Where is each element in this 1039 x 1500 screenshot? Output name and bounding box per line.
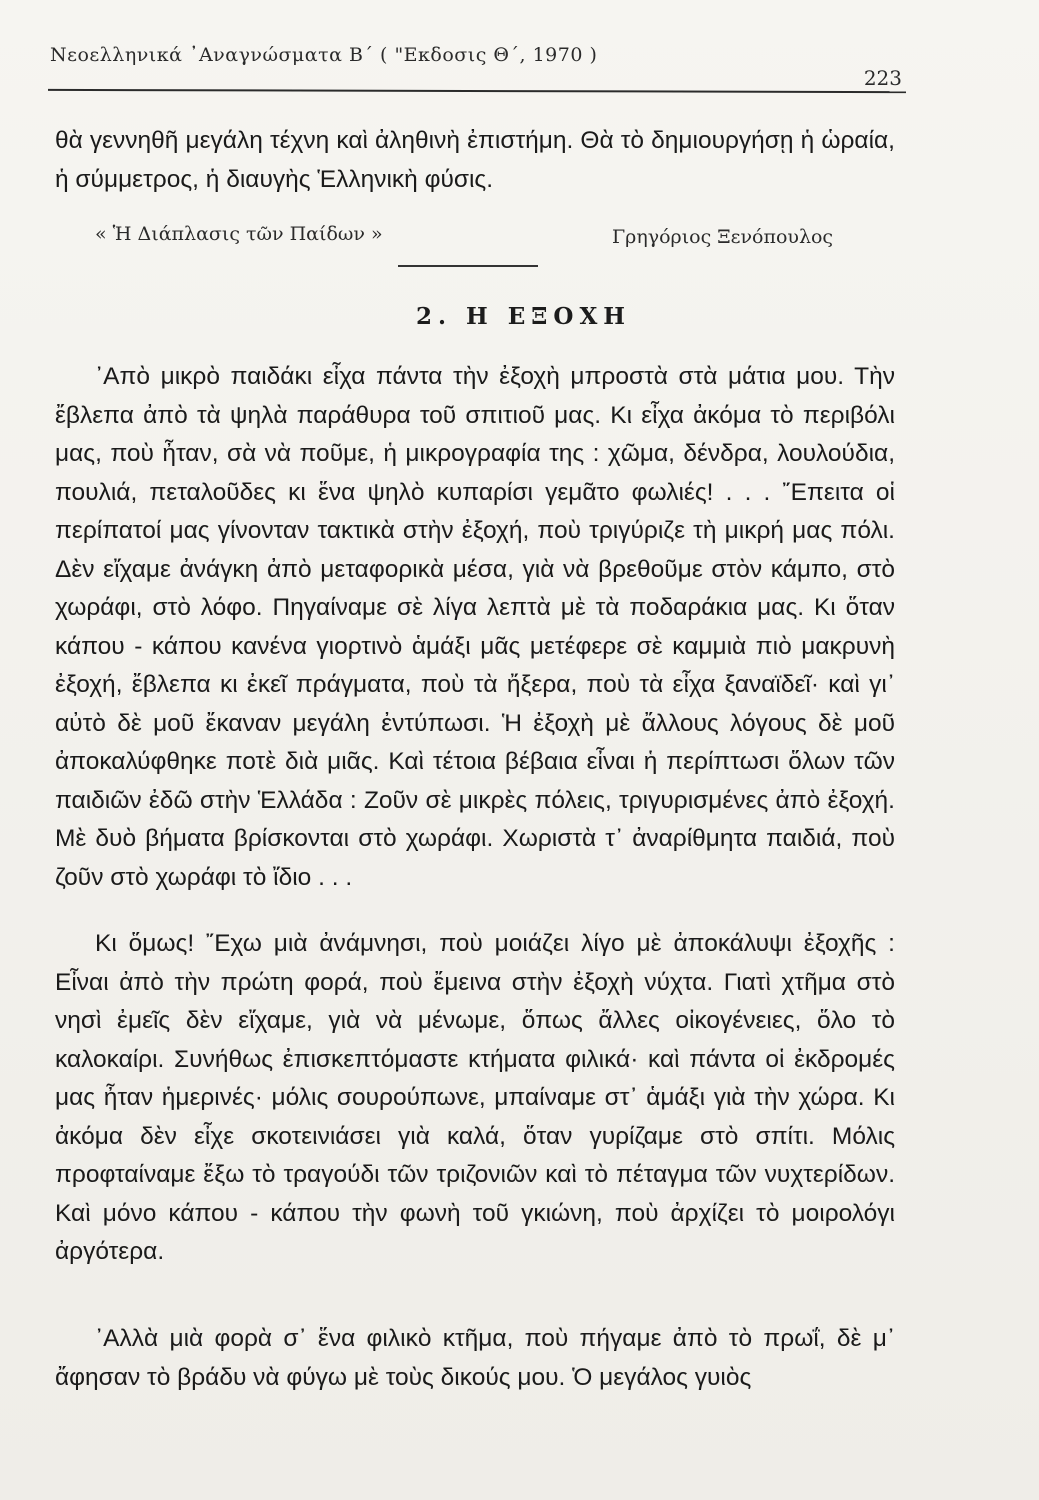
paragraph-1: ᾿Απὸ μικρὸ παιδάκι εἶχα πάντα τὴν ἐξοχὴ μπροστὰ στὰ μάτια μου. Τὴν ἔβλεπα ἀπὸ τὰ ψηλὰ παράθυρα τοῦ σπιτιοῦ μας. Κι εἶχα ἀκόμα τὸ περιβόλι μας, ποὺ ἦταν, σὰ νὰ ποῦμε, ἡ μικρογραφία της : χῶμα, δένδρα, λουλούδια, πουλιά, πεταλοῦδες κι ἕνα ψηλὸ κυπαρίσι γεμᾶτο φωλιές! . . . ῎Επειτα οἱ περίπατοί μας γίνονταν τακτικὰ στὴν ἐξοχή, ποὺ τριγύριζε τὴ μικρή μας πόλι. Δὲν εἴχαμε ἀνάγκη ἀπὸ μεταφορικὰ μέσα, γιὰ νὰ βρεθοῦμε στὸν κάμπο, στὸ χωράφι, στὸ λόφο. Πηγαίναμε σὲ λίγα λεπτὰ μὲ τὰ ποδαράκια μας. Κι ὅταν κάπου - κάπου κανένα γιορτινὸ ἁμάξι μᾶς μετέφερε σὲ καμμιὰ πιὸ μακρυνὴ ἐξοχή, ἔβλεπα κι ἐκεῖ πράγματα, ποὺ τὰ ἤξερα, ποὺ τὰ εἶχα ξαναϊδεῖ· καὶ γι᾿ αὐτὸ δὲ μοῦ ἔκαναν μεγάλη ἐντύπωσι. Ἡ ἐξοχὴ μὲ ἄλλους λόγους δὲ μοῦ ἀποκαλύφθηκε ποτὲ διὰ μιᾶς. Καὶ τέτοια βέβαια εἶναι ἡ περίπτωσι ὅλων τῶν παιδιῶν ἐδῶ στὴν Ἑλλάδα : Ζοῦν σὲ μικρὲς πόλεις, τριγυρισμένες ἀπὸ ἐξοχή. Μὲ δυὸ βήματα βρίσκονται στὸ χωράφι. Χωριστὰ τ᾿ ἀναρίθμητα παιδιά, ποὺ ζοῦν στὸ χωράφι τὸ ἴδιο . . . [55,363,895,891]
running-header: Νεοελληνικά ᾿Αναγνώσματα Β΄ ( "Εκδοσις Θ΄, 1970 ) [50,44,598,66]
section-divider [398,265,538,267]
section-title: 2. Η ΕΞΟΧΗ [415,303,632,330]
paragraph-3: ᾿Αλλὰ μιὰ φορὰ σ᾿ ἕνα φιλικὸ κτῆμα, ποὺ πήγαμε ἀπὸ τὸ πρωΐ, δὲ μ᾿ ἄφησαν τὸ βράδυ νὰ φύγω μὲ τοὺς δικούς μου. Ὁ μεγάλος γυιὸς [55,1325,895,1391]
page-number: 223 [863,66,902,90]
intro-paragraph: θὰ γεννηθῆ μεγάλη τέχνη καὶ ἀληθινὴ ἐπιστήμη. Θὰ τὸ δημιουργήσῃ ἡ ὡραία, ἡ σύμμετρος, ἡ διαυγὴς Ἑλληνικὴ φύσις. [55,127,895,193]
header-rule [48,89,906,93]
source-citation: « Ἡ Διάπλασις τῶν Παίδων » [95,223,383,245]
paragraph-2: Κι ὅμως! ῎Εχω μιὰ ἀνάμνησι, ποὺ μοιάζει λίγο μὲ ἀποκάλυψι ἐξοχῆς : Εἶναι ἀπὸ τὴν πρώτη φορά, ποὺ ἔμεινα στὴν ἐξοχὴ νύχτα. Γιατὶ χτῆμα στὸ νησὶ ἐμεῖς δὲν εἴχαμε, γιὰ νὰ μένωμε, ὅπως ἄλλες οἰκογένειες, ὅλο τὸ καλοκαίρι. Συνήθως ἐπισκεπτόμαστε κτήματα φιλικά· καὶ πάντα οἱ ἐκδρομές μας ἦταν ἡμερινές· μόλις σουρούπωνε, μπαίναμε στ᾿ ἁμάξι γιὰ τὴν χώρα. Κι ἀκόμα δὲν εἶχε σκοτεινιάσει γιὰ καλά, ὅταν γυρίζαμε στὸ σπίτι. Μόλις προφταίναμε ἔξω τὸ τραγούδι τῶν τριζονιῶν καὶ τὸ πέταγμα τῶν νυχτερίδων. Καὶ μόνο κάπου - κάπου τὴν φωνὴ τοῦ γκιώνη, ποὺ ἀρχίζει τὸ μοιρολόγι ἀργότερα. [55,930,895,1265]
author-name: Γρηγόριος Ξενόπουλος [612,226,834,248]
